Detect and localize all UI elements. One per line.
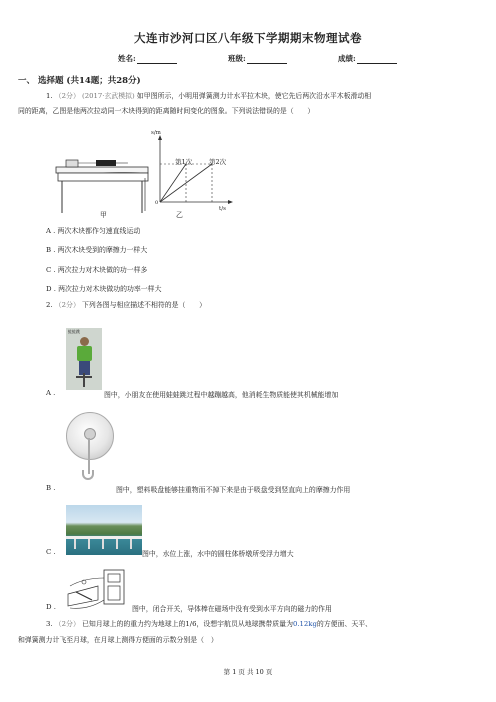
q3-mass-value: 0.12kg	[292, 620, 317, 628]
graph-legend-2: 第2次	[209, 158, 227, 166]
page-footer: 第 1 页 共 10 页	[223, 668, 273, 676]
class-field: 班级:	[228, 53, 287, 64]
score-blank[interactable]	[357, 55, 397, 64]
q2-option-b-letter[interactable]: B .	[46, 484, 56, 492]
q1-option-a[interactable]: A . 两次木块都作匀速直线运动	[46, 227, 141, 235]
class-blank[interactable]	[247, 55, 287, 64]
q1-option-d[interactable]: D . 两次拉力对木块做功的功率一样大	[46, 285, 162, 293]
q1-option-c[interactable]: C . 两次拉力对木块做的功一样多	[46, 266, 148, 274]
graph-xlabel: t/s	[219, 206, 226, 212]
graph-legend-1: 第1次	[175, 158, 193, 166]
q2-option-d-text[interactable]: 图中，闭合开关，导体棒在磁场中没有受到水平方向的磁力的作用	[132, 605, 332, 613]
q2-option-c-letter[interactable]: C .	[46, 548, 56, 556]
graph-ylabel: s/m	[151, 130, 161, 136]
q2-d-image	[64, 566, 132, 610]
question-1-line2: 同的距离，乙图是他两次拉动同一木块得到的距离随时间变化的图象。下列说法错误的是（ ）	[18, 107, 315, 115]
q2-c-image	[66, 505, 142, 555]
fig-yi-label: 乙	[176, 211, 183, 219]
fig-yi-graph	[150, 130, 240, 215]
q2-option-a-text[interactable]: 图中，小朋友在使用蛙蛙跳过程中越蹦越高，他消耗生物质能使其机械能增加	[104, 391, 339, 399]
section-heading: 一、 选择题 (共14题；共28分)	[18, 76, 141, 86]
q1-score: （2分）	[54, 92, 80, 100]
q2-a-image	[66, 328, 102, 390]
q2-option-c-text[interactable]: 图中，水位上涨，水中的圆柱体桥墩所受浮力增大	[142, 550, 294, 558]
question-1: 1. （2分） (2017·玄武模拟) 如甲图所示，小明用弹簧测力计水平拉木块，使它先后两次沿水平木板滑动相	[46, 92, 372, 100]
name-blank[interactable]	[137, 55, 177, 64]
name-field: 姓名:	[118, 53, 177, 64]
q2-option-b-text[interactable]: 图中，塑料吸盘能够挂重物而不掉下来是由于吸盘受到竖直向上的摩擦力作用	[116, 486, 351, 494]
q2-a-image-caption: 蛙蛙跳	[68, 329, 80, 334]
score-field: 成绩:	[338, 53, 397, 64]
page-title: 大连市沙河口区八年级下学期期末物理试卷	[134, 31, 362, 45]
fig-jia-label: 甲	[100, 211, 107, 219]
question-2: 2. （2分） 下列各图与相应描述不相符的是（ ）	[46, 301, 207, 309]
q1-source: (2017·玄武模拟)	[82, 92, 135, 100]
question-3-line2: 和弹簧测力计飞至月球，在月球上测得方便面的示数分别是（ ）	[18, 636, 218, 644]
question-3: 3. （2分） 已知月球上的的重力约为地球上的1/6，设想宇航员从地球携带质量为0.12kg的方便面、天平、	[46, 620, 373, 628]
q1-option-b[interactable]: B . 两次木块受到的摩擦力一样大	[46, 246, 148, 254]
graph-origin: 0	[155, 200, 159, 206]
q2-option-a-letter[interactable]: A .	[46, 389, 56, 397]
q2-b-image	[64, 408, 116, 486]
q2-option-d-letter[interactable]: D .	[46, 603, 56, 611]
